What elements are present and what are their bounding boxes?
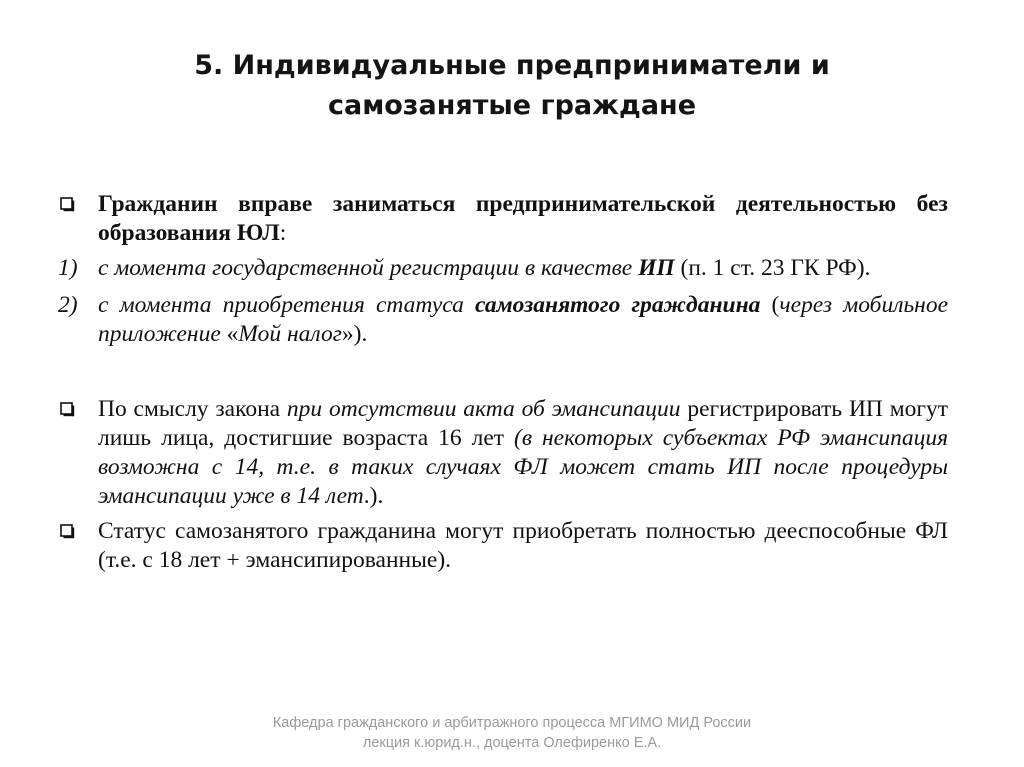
bullet-2-plain: По смыслу закона xyxy=(98,396,287,422)
slide-title xyxy=(0,46,1024,126)
numbered-item-2 xyxy=(58,291,948,349)
item-1-number: 1) xyxy=(58,255,78,281)
numbered-item-1 xyxy=(58,254,948,283)
item-1-plain: (п. 1 ст. 23 ГК РФ). xyxy=(674,255,871,281)
bullet-3-text: Статус самозанятого гражданина могут приобретать полностью дееспособные ФЛ (т.е. с 18 лет + эмансипированные). xyxy=(98,518,948,573)
item-1-bold-italic: ИП xyxy=(638,255,675,281)
bullet-1-text: Гражданин вправе заниматься предпринимательской деятельностью без образования ЮЛ xyxy=(98,191,948,246)
item-2-italic-2: через мобильное приложение xyxy=(98,292,949,347)
slide-footer xyxy=(0,713,1024,753)
footer-line-1: Кафедра гражданского и арбитражного процесса МГИМО МИД России xyxy=(272,715,752,731)
item-2-bold-italic: самозанятого гражданина xyxy=(475,292,761,318)
item-2-italic-3: Мой налог xyxy=(238,321,342,347)
checkbox-icon xyxy=(60,197,75,212)
item-1-italic: с момента государственной регистрации в качестве xyxy=(98,255,639,281)
slide-content xyxy=(58,190,948,575)
item-2-number: 2) xyxy=(58,292,78,318)
bullet-2-italic-2: (в некоторых субъектах РФ эмансипация возможна с 14, т.е. в таких случаях ФЛ может стать ИП после процедуры эмансипации уже в 14 лет xyxy=(98,425,948,509)
item-2-paren-open: ( xyxy=(760,292,780,318)
bullet-1-colon: : xyxy=(279,220,287,246)
bullet-2-italic: при отсутствии акта об эмансипации xyxy=(286,396,681,422)
footer-line-2: лекция к.юрид.н., доцента Олефиренко Е.А. xyxy=(362,735,662,751)
item-2-italic: с момента приобретения статуса xyxy=(98,292,475,318)
item-2-paren-close: ). xyxy=(353,321,368,347)
bullet-item-1 xyxy=(58,190,948,248)
checkbox-icon xyxy=(60,402,75,417)
bullet-item-3 xyxy=(58,517,948,575)
bullet-item-2 xyxy=(58,395,948,511)
checkbox-icon xyxy=(60,524,75,539)
title-line-1: 5. Индивидуальные предприниматели и xyxy=(194,50,830,81)
bullet-2-plain-2: регистрировать ИП могут лишь лица, достигшие возраста 16 лет xyxy=(98,396,948,451)
bullet-2-plain-3: .). xyxy=(363,483,384,509)
item-2-quote-close: » xyxy=(341,321,354,347)
title-line-2: самозанятые граждане xyxy=(327,90,697,121)
item-2-quote-open: « xyxy=(226,321,239,347)
